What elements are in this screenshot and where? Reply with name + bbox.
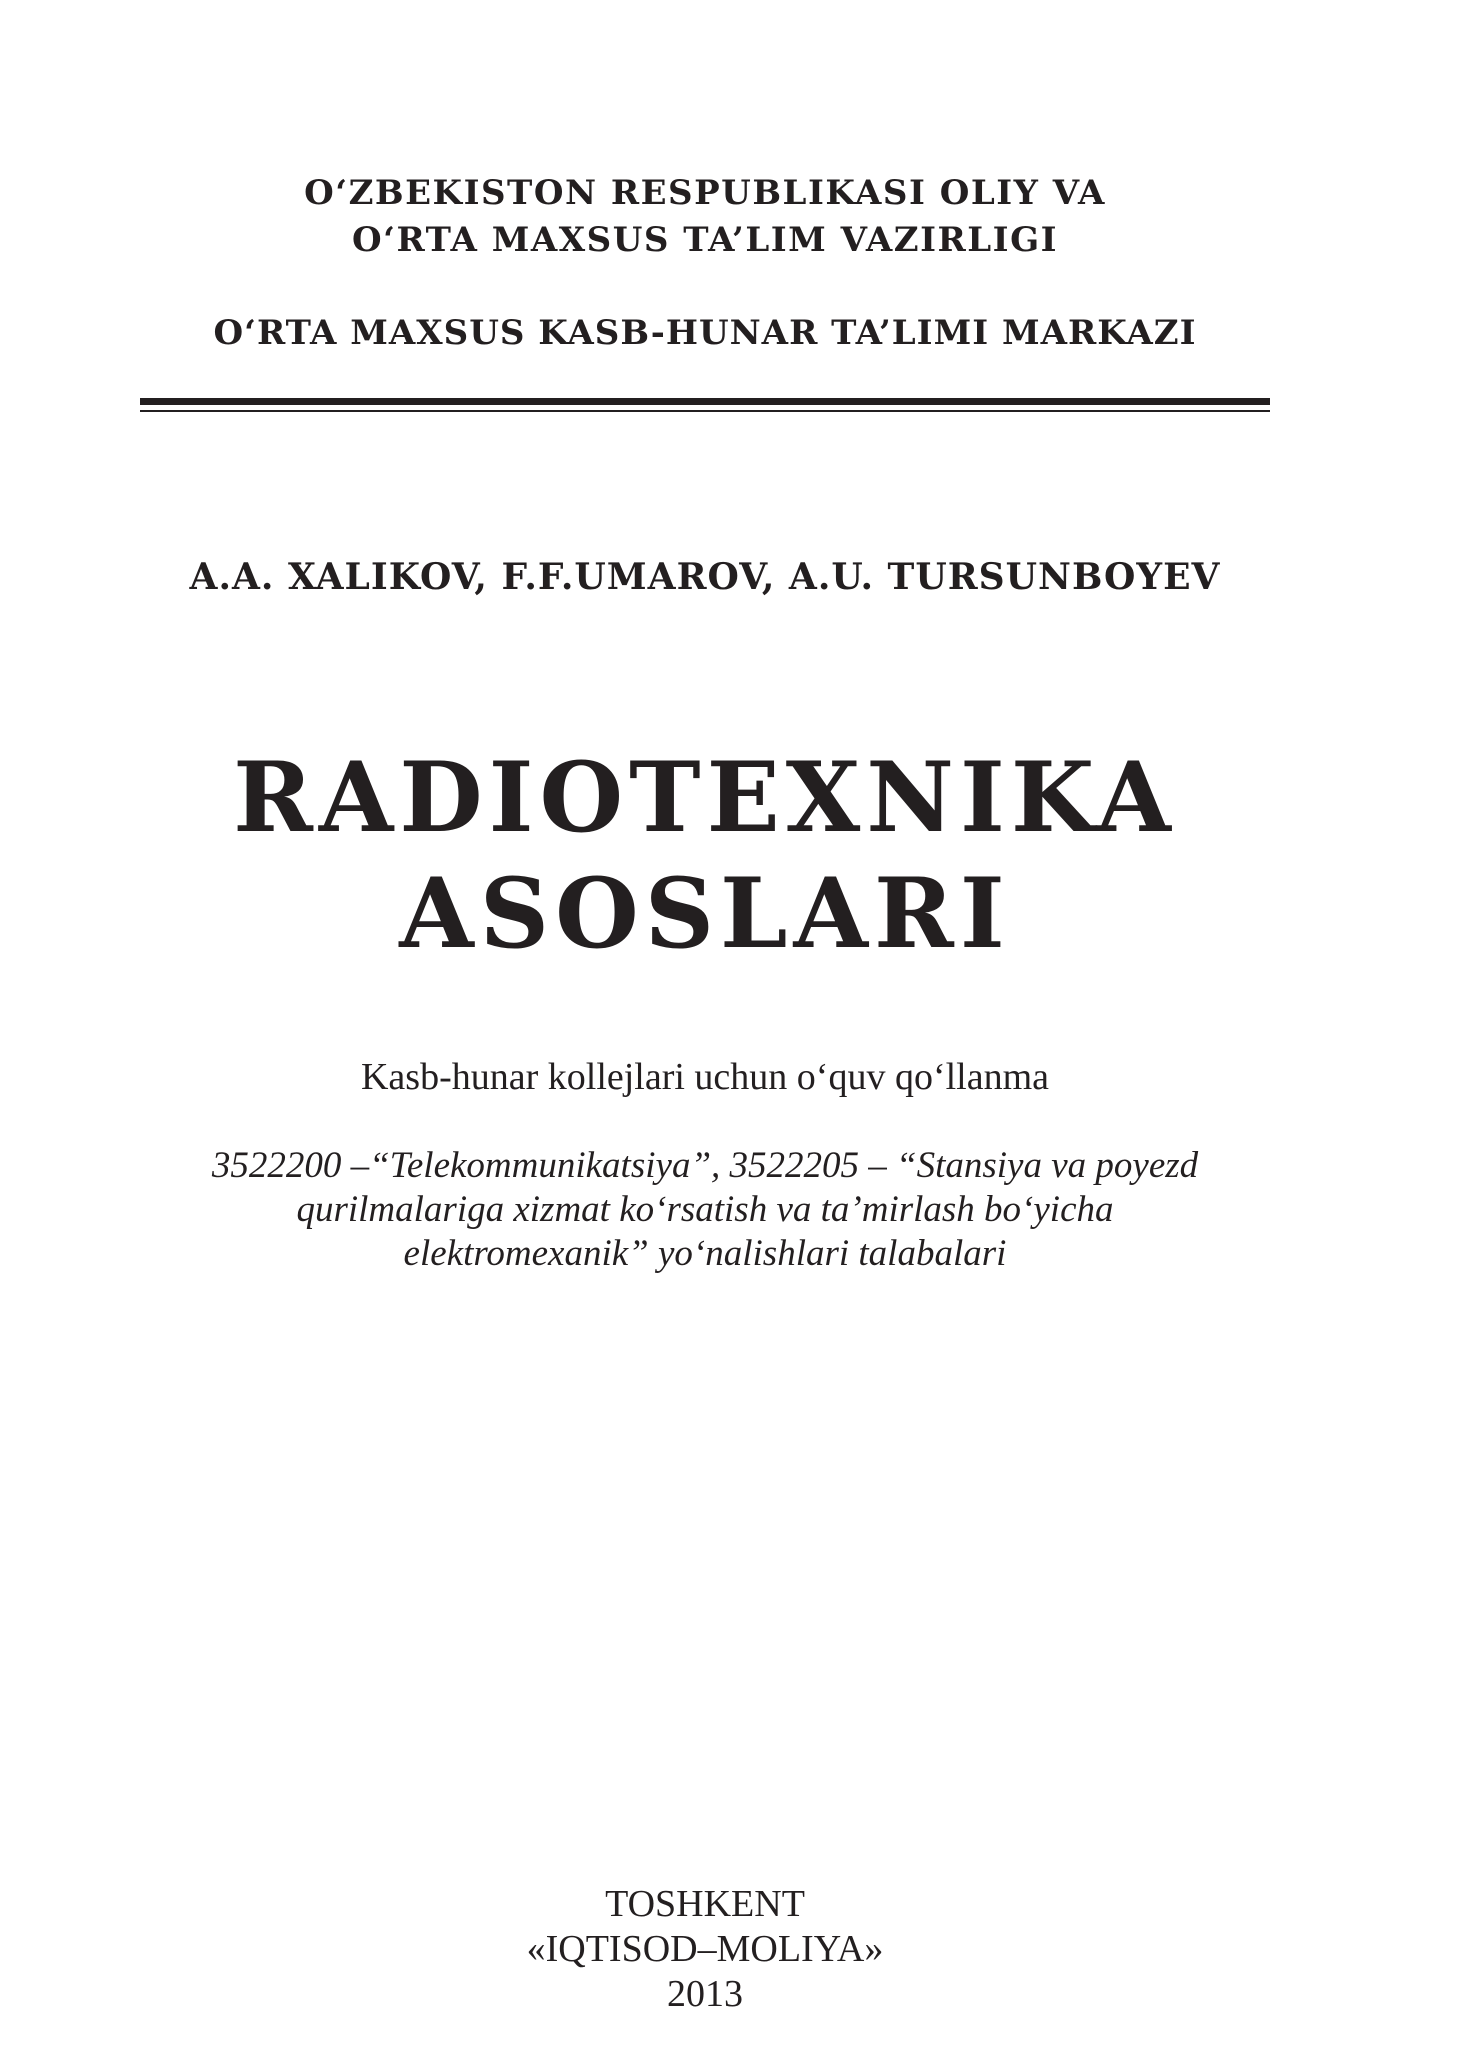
divider-thin [140, 410, 1270, 412]
book-subtitle: Kasb-hunar kollejlari uchun o‘quv qo‘llanma [360, 1056, 1050, 1098]
specialty-description [140, 1144, 1270, 1276]
specialty-line-3: elektromexanik” yo‘nalishlari talabalari [403, 1233, 1007, 1274]
center-name: O‘RTA MAXSUS KASB-HUNAR TA’LIMI MARKAZI [213, 313, 1197, 353]
publisher-imprint [140, 1882, 1270, 2017]
ministry-heading [140, 170, 1270, 264]
book-title [140, 740, 1270, 972]
ministry-line-2: O‘RTA MAXSUS TA’LIM VAZIRLIGI [351, 220, 1059, 260]
publisher-name: «IQTISOD–MOLIYA» [526, 1928, 884, 1970]
divider-thick [140, 398, 1270, 405]
book-title-line-2: ASOSLARI [399, 857, 1011, 970]
ministry-line-1: O‘ZBEKISTON RESPUBLIKASI OLIY VA [304, 173, 1106, 213]
authors: A.A. XALIKOV, F.F.UMAROV, A.U. TURSUNBOYEV [189, 556, 1221, 598]
specialty-line-1: 3522200 –“Telekommunikatsiya”, 3522205 – “Stansiya va poyezd [211, 1145, 1199, 1186]
publisher-city: TOSHKENT [605, 1883, 805, 1925]
book-title-line-1: RADIOTEXNIKA [233, 741, 1177, 854]
specialty-line-2: qurilmalariga xizmat ko‘rsatish va ta’mirlash bo‘yicha [296, 1189, 1114, 1230]
publication-year: 2013 [667, 1973, 743, 2015]
